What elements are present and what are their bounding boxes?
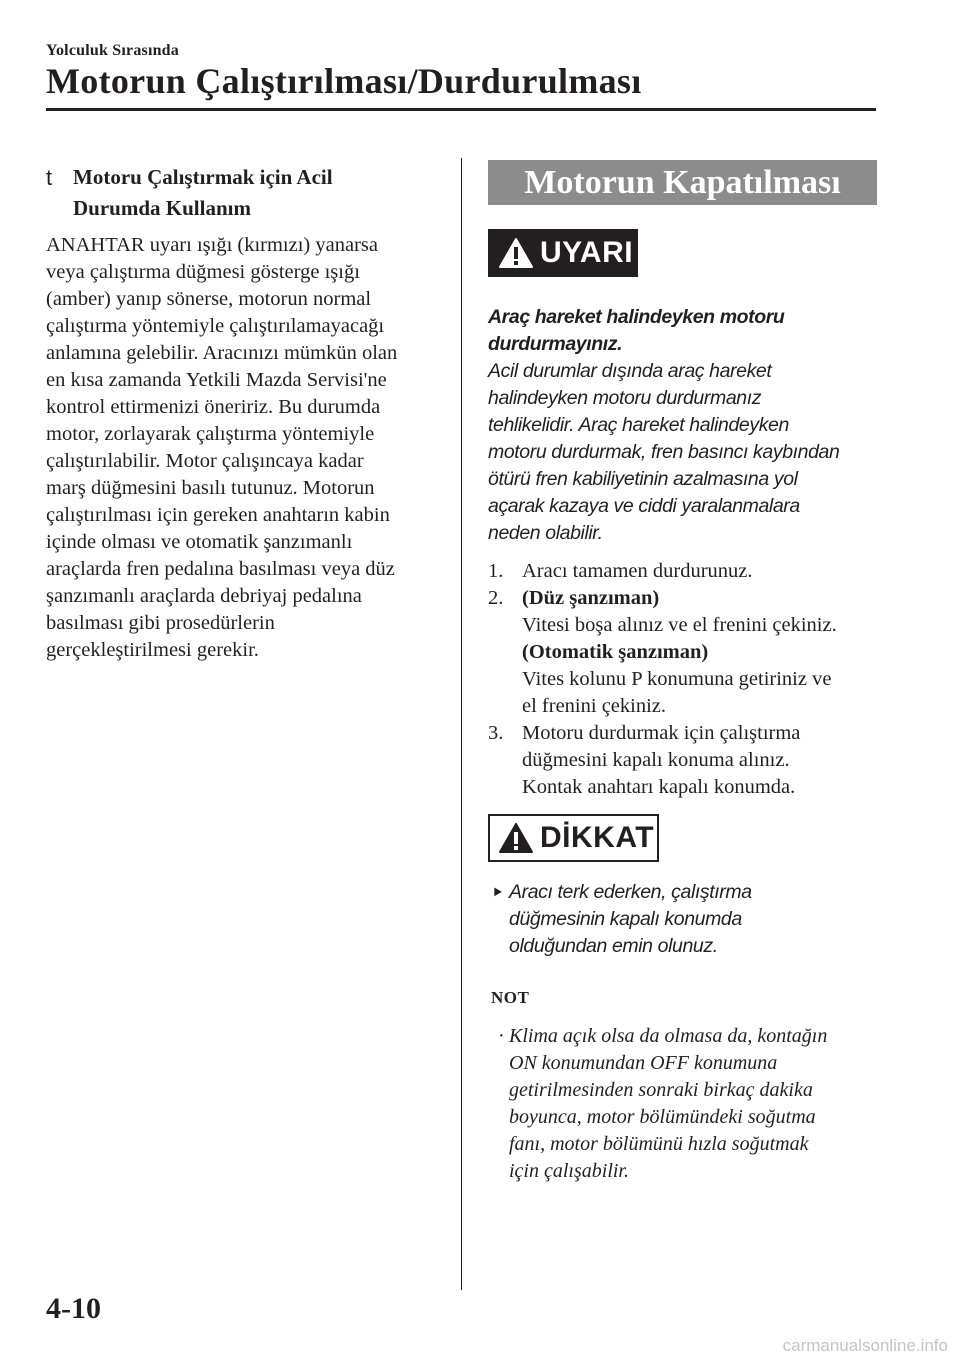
body-line: veya çalıştırma düğmesi gösterge ışığı [46, 261, 360, 283]
caution-text: Aracı terk ederken, çalıştırma [509, 881, 752, 903]
warning-lead: durdurmayınız. [488, 333, 623, 355]
caution-text: düğmesinin kapalı konumda [509, 908, 742, 930]
warning-body-line: motoru durdurmak, fren basıncı kaybından [488, 441, 840, 463]
warning-body [488, 358, 880, 547]
note-item [491, 1023, 876, 1185]
step-number: 1. [488, 560, 504, 582]
manual-transmission-text: Vitesi boşa alınız ve el frenini çekiniz. [522, 614, 837, 636]
warning-body-line: neden olabilir. [488, 522, 603, 544]
body-line: ANAHTAR uyarı ışığı (kırmızı) yanarsa [46, 234, 378, 256]
step-number: 2. [488, 587, 504, 609]
heading-line: Motoru Çalıştırmak için Acil [73, 165, 333, 189]
caution-label: DİKKAT [540, 821, 655, 854]
note-text: boyunca, motor bölümündeki soğutma [509, 1106, 816, 1128]
automatic-transmission-text: Vites kolunu P konumuna getiriniz ve [522, 668, 832, 690]
note-text: ON konumundan OFF konumuna [509, 1052, 778, 1074]
step-1 [488, 558, 880, 585]
body-line: içinde olması ve otomatik şanzımanlı [46, 531, 353, 553]
body-line: gerçekleştirilmesi gerekir. [46, 639, 259, 661]
caution-label-box [488, 814, 659, 862]
step-3 [488, 720, 880, 801]
header-kicker: Yolculuk Sırasında [46, 42, 179, 59]
column-divider [461, 158, 462, 1290]
caution-text: olduğundan emin olunuz. [509, 935, 718, 957]
warning-body-line: tehlikelidir. Araç hareket halindeyken [488, 414, 789, 436]
warning-body-line: halindeyken motoru durdurmanız [488, 387, 762, 409]
emergency-start-heading [46, 162, 446, 224]
body-line: çalıştırma yöntemiyle çalıştırılamayacağı [46, 315, 385, 337]
warning-lead: Araç hareket halindeyken motoru [488, 306, 785, 328]
body-line: en kısa zamanda Yetkili Mazda Servisi'ne [46, 369, 387, 391]
note-text: fanı, motor bölümünü hızla soğutmak [509, 1133, 809, 1155]
warning-label: UYARI [540, 236, 634, 269]
body-line: araçlarda fren pedalına basılması veya düz [46, 558, 395, 580]
body-line: çalıştırılması için gereken anahtarın kabin [46, 504, 390, 526]
watermark: carmanualsonline.info [782, 1336, 948, 1355]
warning-body-line: ötürü fren kabiliyetinin azalmasına yol [488, 468, 798, 490]
header-rule [46, 108, 876, 111]
page-number: 4-10 [46, 1292, 101, 1325]
section-title: Motorun Kapatılması [488, 160, 877, 205]
page-title: Motorun Çalıştırılması/Durdurulması [46, 61, 642, 101]
shutdown-steps [488, 558, 880, 801]
manual-transmission-label: (Düz şanzıman) [522, 587, 660, 609]
step-2 [488, 585, 880, 720]
caution-arrow-icon: ⯈ [491, 883, 504, 902]
body-line: (amber) yanıp sönerse, motorun normal [46, 288, 372, 310]
heading-marker: t [46, 165, 53, 190]
note-text: getirilmesinden sonraki birkaç dakika [509, 1079, 813, 1101]
caution-triangle-icon [498, 822, 534, 854]
body-line: kontrol ettirmenizi öneririz. Bu durumda [46, 396, 381, 418]
note-text: Klima açık olsa da olmasa da, kontağın [509, 1025, 828, 1047]
warning-triangle-icon [498, 237, 534, 269]
automatic-transmission-label: (Otomatik şanzıman) [522, 641, 709, 663]
step-text: düğmesini kapalı konuma alınız. [522, 749, 790, 771]
warning-text [488, 304, 880, 547]
step-text: Kontak anahtarı kapalı konumda. [522, 776, 796, 798]
body-line: motor, zorlayarak çalıştırma yöntemiyle [46, 423, 375, 445]
body-line: marş düğmesini basılı tutunuz. Motorun [46, 477, 375, 499]
note-bullet: · [498, 1025, 505, 1047]
heading-line: Durumda Kullanım [73, 196, 251, 220]
step-text: Aracı tamamen durdurunuz. [522, 560, 753, 582]
body-line: şanzımanlı araçlarda debriyaj pedalına [46, 585, 362, 607]
caution-item [491, 879, 871, 960]
warning-body-line: açarak kazaya ve ciddi yaralanmalara [488, 495, 800, 517]
emergency-start-body [46, 232, 446, 664]
warning-body-line: Acil durumlar dışında araç hareket [488, 360, 772, 382]
body-line: çalıştırılabilir. Motor çalışıncaya kadar [46, 450, 364, 472]
body-line: basılması gibi prosedürlerin [46, 612, 275, 634]
body-line: anlamına gelebilir. Aracınızı mümkün olan [46, 342, 398, 364]
warning-label-box [488, 229, 638, 277]
note-text: için çalışabilir. [509, 1160, 629, 1182]
automatic-transmission-text: el frenini çekiniz. [522, 695, 667, 717]
step-number: 3. [488, 722, 504, 744]
step-text: Motoru durdurmak için çalıştırma [522, 722, 801, 744]
note-label: NOT [491, 988, 530, 1007]
